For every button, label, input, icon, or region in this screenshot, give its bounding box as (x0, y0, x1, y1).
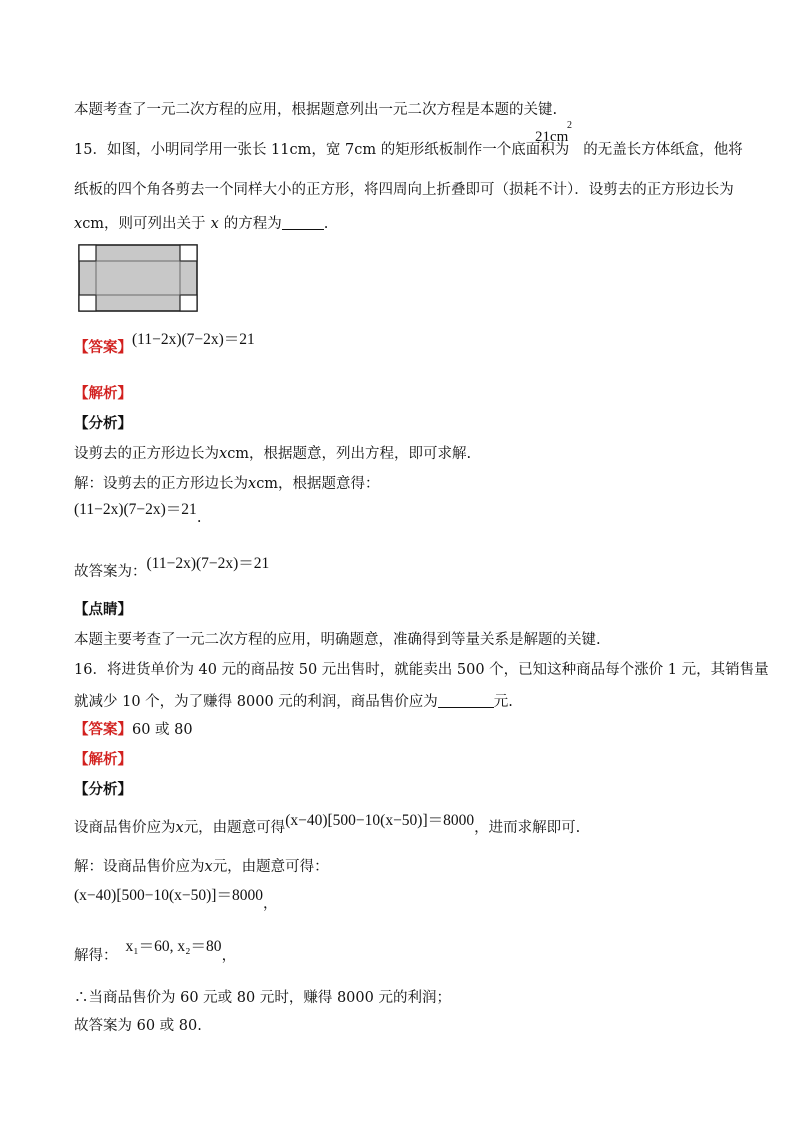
answer-tag: 【答案】 (74, 339, 132, 356)
therefore-line: ∴当商品售价为 60 元或 80 元时，赚得 8000 元的利润； (74, 990, 451, 1006)
solve-text-a: 解：设商品售价应为 (74, 859, 205, 875)
answer-tag: 【答案】 (74, 721, 132, 738)
q15-answer-line (74, 331, 255, 358)
fenxi-formula: (x−40)[500−10(x−50)]＝8000 (285, 812, 475, 829)
solve-formula: (11−2x)(7−2x)＝21 (74, 501, 197, 518)
q15-line3 (74, 214, 328, 234)
result-end: ， (221, 948, 237, 964)
fenxi-tag: 【分析】 (74, 781, 132, 798)
dianjing-text: 本题主要考查了一元二次方程的应用，明确题意，准确得到等量关系是解题的关键. (74, 632, 601, 648)
fenxi-text-b: cm，根据题意，列出方程，即可求解. (227, 446, 472, 462)
final-label: 故答案为： (74, 564, 147, 580)
jiexi-tag: 【解析】 (74, 385, 132, 402)
q16-answer-line (74, 720, 193, 740)
fenxi-text-a: 设商品售价应为 (74, 820, 176, 836)
q16-line2-b: 元. (493, 694, 513, 710)
area-exponent: 2 (567, 120, 572, 131)
result-label: 解得： (74, 948, 118, 964)
solve-text-a: 解：设剪去的正方形边长为 (74, 476, 248, 492)
q16-line1: 16．将进货单价为 40 元的商品按 50 元出售时，就能卖出 500 个，已知这种商品每个涨价 1 元，其销售量 (74, 662, 769, 678)
q16-result-line (74, 938, 237, 966)
q15-fenxi-line (74, 444, 471, 464)
var-x: x (248, 476, 257, 492)
final-formula: (11−2x)(7−2x)＝21 (146, 555, 270, 572)
answer-formula: (11−2x)(7−2x)＝21 (132, 331, 255, 348)
solve-end: ， (262, 896, 278, 912)
var-x: x (204, 859, 213, 875)
q15-line1 (74, 140, 743, 160)
var-x: x (210, 216, 219, 232)
answer-blank (438, 693, 494, 708)
q15-solve-line (74, 474, 380, 494)
q15-line3-a: cm，则可列出关于 (82, 216, 206, 232)
q15-line2: 纸板的四个角各剪去一个同样大小的正方形，将四周向上折叠即可（损耗不计）．设剪去的正方形边长为 (74, 182, 734, 198)
fenxi-text-b: 元，由题意可得 (183, 820, 286, 836)
q15-solve-formula-line (74, 500, 202, 526)
solve-end: . (196, 510, 202, 526)
solve-formula: (x−40)[500−10(x−50)]＝8000 (74, 887, 263, 904)
fenxi-text-c: ，进而求解即可. (474, 820, 581, 836)
q16-fenxi-line (74, 812, 581, 838)
q15-line3-end: . (323, 216, 329, 232)
rectangle-figure (78, 244, 200, 316)
q16-line2 (74, 692, 513, 712)
fenxi-tag: 【分析】 (74, 415, 132, 432)
var-x: x (175, 820, 184, 836)
q15-final-line (74, 555, 270, 582)
var-x: x (74, 216, 83, 232)
answer-blank (282, 215, 324, 230)
intro-line: 本题考查了一元二次方程的应用，根据题意列出一元二次方程是本题的关键. (74, 102, 558, 118)
jiexi-tag: 【解析】 (74, 751, 132, 768)
q15-line1-a: 15．如图，小明同学用一张长 11cm，宽 7cm 的矩形纸板制作一个底面积为 (74, 142, 570, 158)
result-formula: x₁＝60, x₂＝80 (125, 938, 222, 955)
dianjing-tag: 【点睛】 (74, 601, 132, 618)
final-answer-line: 故答案为 60 或 80. (74, 1018, 202, 1034)
q16-solve-line (74, 857, 329, 877)
solve-text-b: 元，由题意可得： (212, 859, 329, 875)
q16-line2-a: 就减少 10 个，为了赚得 8000 元的利润，商品售价应为 (74, 694, 438, 710)
q15-line1-b: 的无盖长方体纸盒，他将 (583, 142, 743, 158)
fenxi-text-a: 设剪去的正方形边长为 (74, 446, 219, 462)
q16-solve-formula-line (74, 886, 278, 912)
q15-line3-b: 的方程为 (223, 216, 282, 232)
var-x: x (219, 446, 228, 462)
answer-text: 60 或 80 (132, 722, 193, 738)
solve-text-b: cm，根据题意得： (256, 476, 380, 492)
area-value: 21cm (535, 129, 569, 145)
